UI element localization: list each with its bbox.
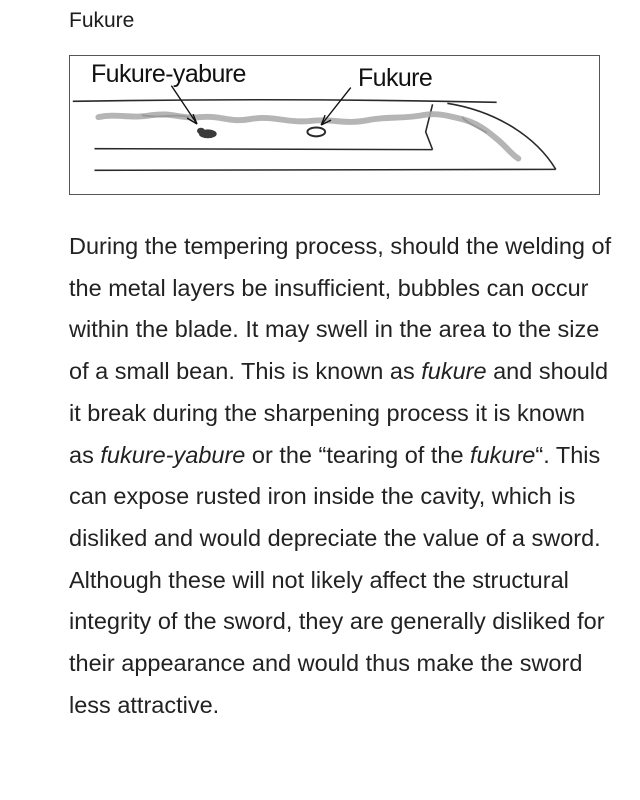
term-fukure-yabure: fukure-yabure xyxy=(100,441,246,468)
blade-edge-line xyxy=(94,169,555,170)
term-fukure: fukure xyxy=(421,358,487,385)
label-fukure: Fukure xyxy=(358,64,433,92)
section-heading: Fukure xyxy=(69,9,135,32)
paragraph-text-2: and should it break during the sharpening process it is known as xyxy=(69,358,609,468)
fukure-mark xyxy=(307,127,325,136)
paragraph-text-1: During the tempering process, should the welding of the metal layers be insufficient, bubbles can occur within the blade. It may swell in the area to the size of a small bean. This is known as xyxy=(69,233,612,385)
blade-spine-line xyxy=(73,100,497,102)
label-fukure-yabure: Fukure-yabure xyxy=(91,60,246,88)
fukure-yabure-mark xyxy=(197,128,217,139)
term-fukure-2: fukure xyxy=(470,441,536,468)
blade-middle-line xyxy=(94,149,432,150)
paragraph-text-3: or the “tearing of the xyxy=(245,441,471,468)
body-paragraph xyxy=(69,226,614,726)
paragraph-text-4: “. This can expose rusted iron inside the cavity, which is disliked and would depreciate the value of a sword. Although these will not likely affect the structural integrity of the sword, they are generally disliked for their appearance and would thus make the sword less attractive. xyxy=(69,441,605,718)
blade-diagram xyxy=(69,55,600,195)
blade-yokote-line xyxy=(426,104,433,149)
blade-tip-curve xyxy=(447,103,555,169)
hamon-line xyxy=(98,114,518,158)
